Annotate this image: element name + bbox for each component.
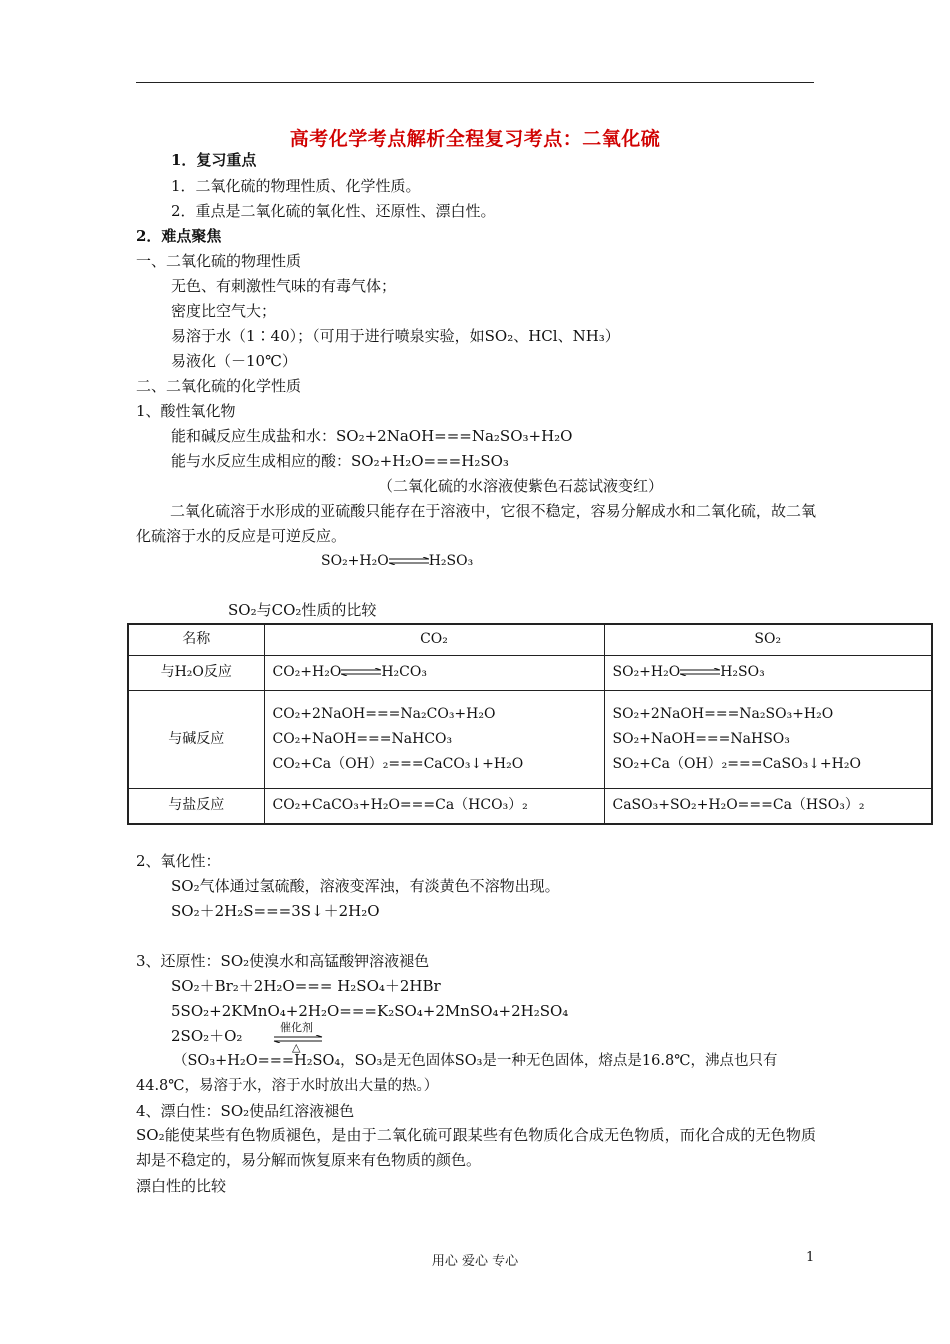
bleach-heading: 4、漂白性：SO₂使品红溶液褪色 [136,1102,355,1120]
cell-co2-salt: CO₂+CaCO₃+H₂O===Ca（HCO₃）₂ [264,788,604,824]
table-caption: SO₂与CO₂性质的比较 [228,601,377,619]
reduction-heading: 3、还原性：SO₂使溴水和高锰酸钾溶液褪色 [136,952,430,970]
cell-so2-base [604,690,932,788]
bleach-compare-label: 漂白性的比较 [136,1177,227,1195]
physical-line-3: 易溶于水（1∶40）；（可用于进行喷泉实验，如SO₂、HCl、NH₃） [171,327,620,345]
reversible-equation [321,551,473,571]
physical-line-2: 密度比空气大； [171,302,277,320]
reduction-note-2: 44.8℃，易溶于水，溶于水时放出大量的热。） [136,1078,439,1094]
acid-oxide-heading: 1、酸性氧化物 [136,402,236,420]
oxidation-line-2: SO₂＋2H₂S===3S↓＋2H₂O [171,902,380,920]
cell-text: H₂CO₃ [381,664,427,680]
header-co2: CO₂ [264,624,604,655]
header-so2: SO₂ [604,624,932,655]
cell-text: SO₂+NaOH===NaHSO₃ [612,730,790,747]
cell-text: SO₂+2NaOH===Na₂SO₃+H₂O [612,705,834,722]
physical-line-1: 无色、有刺激性气味的有毒气体； [171,277,397,295]
cell-so2-water [604,655,932,690]
reversible-right: H₂SO₃ [428,553,474,569]
cell-so2-salt: CaSO₃+SO₂+H₂O===Ca（HSO₃）₂ [604,788,932,824]
header-name: 名称 [128,624,264,655]
acid-line-1: 能和碱反应生成盐和水：SO₂+2NaOH===Na₂SO₃+H₂O [171,427,573,445]
acid-paragraph: 二氧化硫溶于水形成的亚硫酸只能存在于溶液中，它很不稳定，容易分解成水和二氧化硫，故二氧化硫溶于水的反应是可逆反应。 [136,502,816,545]
oxidation-heading: 2、氧化性： [136,852,221,870]
reversible-arrow-icon [389,557,429,565]
table-row [128,690,932,788]
table-row [128,655,932,690]
footer-text: 用心 爱心 专心 [431,1254,519,1269]
acid-line-2: 能与水反应生成相应的酸：SO₂+H₂O===H₂SO₃ [171,452,509,470]
row-name: 与盐反应 [128,788,264,824]
comparison-table [127,623,933,825]
chemical-heading: 二、二氧化硫的化学性质 [136,377,302,395]
oxidation-line-1: SO₂气体通过氢硫酸，溶液变浑浊，有淡黄色不溶物出现。 [171,877,560,895]
cell-co2-base [264,690,604,788]
reduction-line-3: 2SO₂＋O₂ [171,1027,243,1045]
cell-text: H₂SO₃ [720,664,765,680]
cell-text: SO₂+H₂O [612,664,681,680]
page-title: 高考化学考点解析全程复习考点：二氧化硫 [289,128,661,150]
bleach-paragraph: SO₂能使某些有色物质褪色，是由于二氧化硫可跟某些有色物质化合成无色物质，而化合成的无色物质却是不稳定的，易分解而恢复原来有色物质的颜色。 [136,1126,816,1169]
reversible-arrow-icon [680,668,720,676]
cell-text: CO₂+Ca（OH）₂===CaCO₃↓+H₂O [272,755,524,772]
reduction-line-1: SO₂＋Br₂＋2H₂O=== H₂SO₄＋2HBr [171,977,441,995]
cell-text: CO₂+NaOH===NaHCO₃ [272,730,453,747]
cell-text: CO₂+H₂O [272,664,342,680]
table-row [128,788,932,824]
acid-line-3: （二氧化硫的水溶液使紫色石蕊试液变红） [378,477,664,495]
section-heading-review: 1．复习重点 [171,151,257,169]
reduction-note-1: （SO₃+H₂O===H₂SO₄，SO₃是无色固体SO₃是一种无色固体，熔点是16.8℃，沸点也只有 [173,1053,778,1069]
row-name: 与H₂O反应 [128,655,264,690]
row-name: 与碱反应 [128,690,264,788]
physical-heading: 一、二氧化硫的物理性质 [136,252,302,270]
cell-text: CO₂+2NaOH===Na₂CO₃+H₂O [272,705,496,722]
page-number: 1 [806,1250,815,1265]
review-item-2: 2．重点是二氧化硫的氧化性、还原性、漂白性。 [171,202,496,220]
reversible-arrow-icon [341,668,381,676]
reversible-left: SO₂+H₂O [321,553,389,569]
cell-co2-water [264,655,604,690]
section-heading-difficulty: 2．难点聚焦 [136,227,222,245]
physical-line-4: 易液化（－10℃） [171,352,297,370]
reduction-line-2: 5SO₂+2KMnO₄+2H₂O===K₂SO₄+2MnSO₄+2H₂SO₄ [171,1002,569,1020]
catalyst-label: 催化剂 [280,1021,313,1034]
table-header-row [128,624,932,655]
cell-text: SO₂+Ca（OH）₂===CaSO₃↓+H₂O [612,755,861,772]
heat-symbol: △ [292,1041,301,1054]
review-item-1: 1．二氧化硫的物理性质、化学性质。 [171,177,421,195]
header-rule [136,82,814,83]
